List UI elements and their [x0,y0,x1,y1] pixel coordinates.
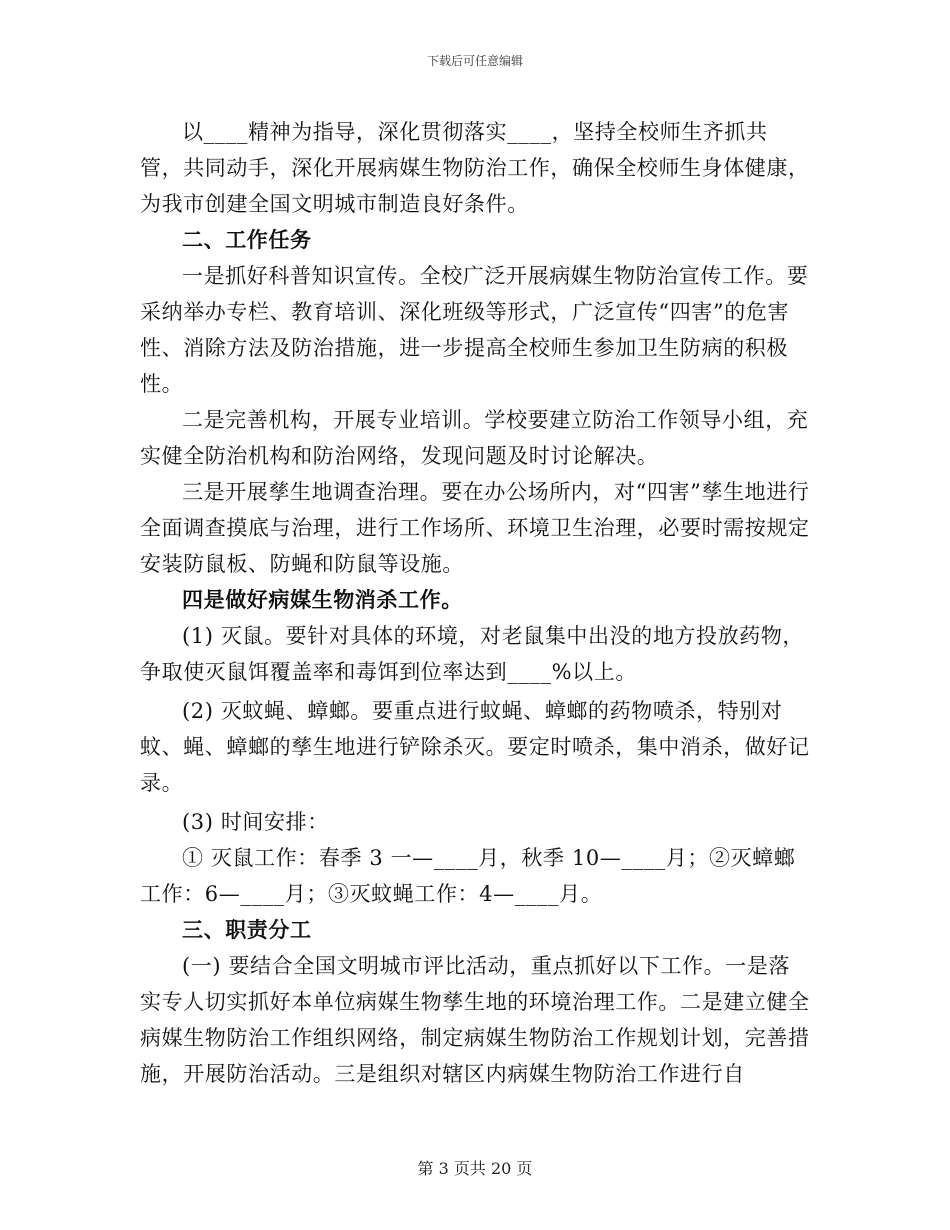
paragraph-responsibility-one: (一) 要结合全国文明城市评比活动，重点抓好以下工作。一是落实专人切实抓好本单位病媒生物孳生地的环境治理工作。二是建立健全病媒生物防治工作组织网络，制定病媒生物防治工作规划计划，完善措施，开展防治活动。三是组织对辖区内病媒生物防治工作进行自 [140,954,810,1086]
paragraph-rodent-control: (1) 灭鼠。要针对具体的环境，对老鼠集中出没的地方投放药物，争取使灭鼠饵覆盖率和毒饵到位率达到____%以上。 [140,624,805,684]
page-header: 下载后可任意编辑 [426,54,523,68]
paragraph-insect-control: (2) 灭蚊蝇、蟑螂。要重点进行蚊蝇、蟑螂的药物喷杀，特别对蚊、蝇、蟑螂的孳生地进行铲除杀灭。要定时喷杀，集中消杀，做好记录。 [140,699,810,795]
paragraph-schedule-details: ① 灭鼠工作：春季 3 一—____月，秋季 10—____月；②灭蟑螂工作：6—____月；③灭蚊蝇工作：4—____月。 [140,846,796,906]
paragraph-guiding-principle: 以____精神为指导，深化贯彻落实____，坚持全校师生齐抓共管，共同动手，深化开展病媒生物防治工作，确保全校师生身体健康，为我市创建全国文明城市制造良好条件。 [140,120,810,216]
paragraph-task-organization: 二是完善机构，开展专业培训。学校要建立防治工作领导小组，充实健全防治机构和防治网络，发现问题及时讨论解决。 [140,408,809,468]
paragraph-task-breeding-sites: 三是开展孳生地调查治理。要在办公场所内，对“四害”孳生地进行全面调查摸底与治理，进行工作场所、环境卫生治理，必要时需按规定安装防鼠板、防蝇和防鼠等设施。 [140,480,810,576]
paragraph-task-publicity: 一是抓好科普知识宣传。全校广泛开展病媒生物防治宣传工作。要采纳举办专栏、教育培训、深化班级等形式，广泛宣传“四害”的危害性、消除方法及防治措施，进一步提高全校师生参加卫生防病的积极性。 [140,264,809,396]
document-body [140,114,810,1092]
section-heading-work-tasks: 二、工作任务 [182,227,312,252]
subheading-disinfection: 四是做好病媒生物消杀工作。 [182,587,463,612]
section-heading-responsibilities: 三、职责分工 [182,917,312,942]
paragraph-schedule-label: (3) 时间安排： [182,810,329,834]
page-number: 第 3 页共 20 页 [417,1159,533,1178]
